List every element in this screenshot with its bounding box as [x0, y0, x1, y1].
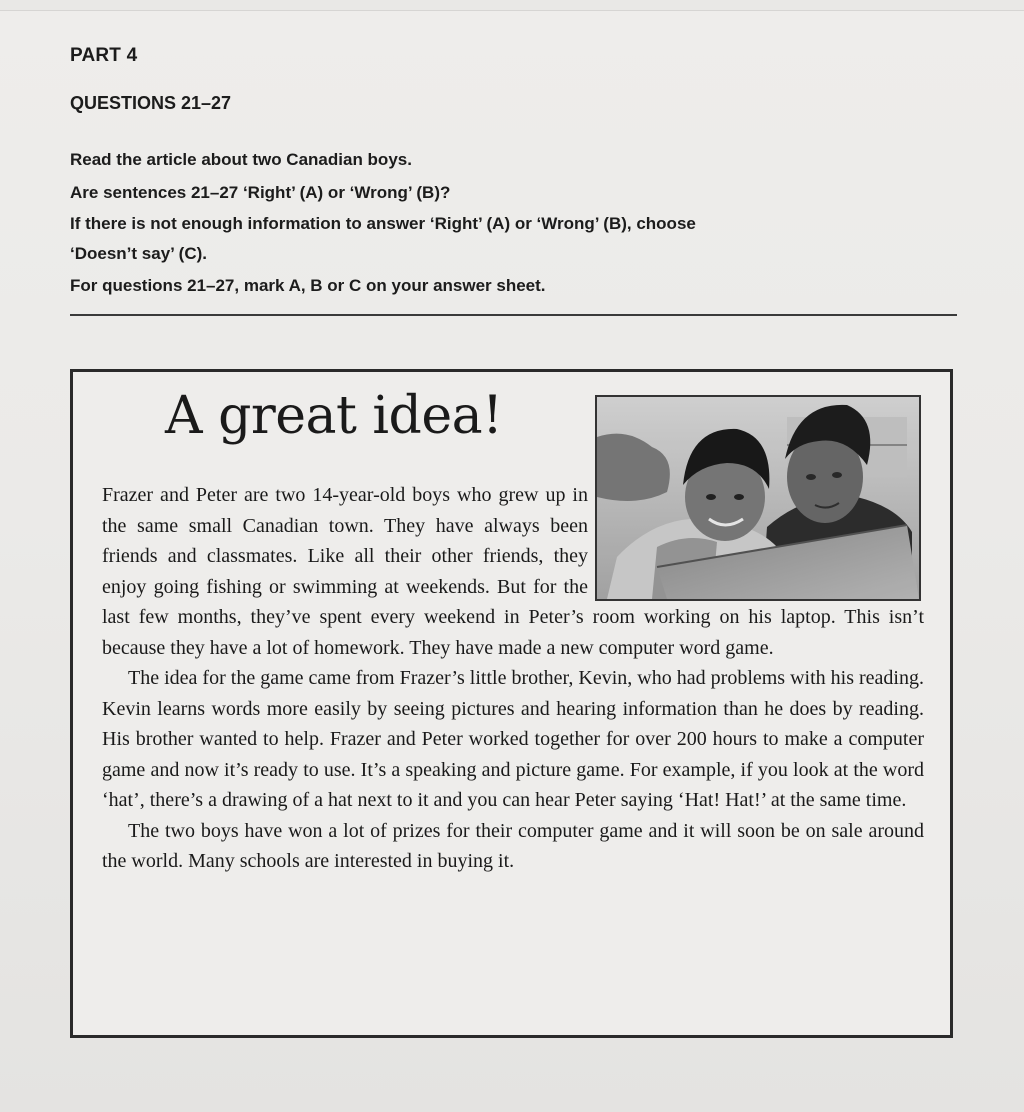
instruction-line: Read the article about two Canadian boys. [70, 150, 412, 169]
exam-page [0, 10, 1024, 1112]
article-body [102, 480, 924, 877]
article-box [70, 369, 953, 1038]
instruction-line: ‘Doesn’t say’ (C). [70, 244, 207, 263]
part-heading: PART 4 [70, 45, 138, 66]
article-paragraph: The idea for the game came from Frazer’s little brother, Kevin, who had problems with his reading. Kevin learns words more easily by seeing pictures and hearing information than he does by reading. His brother wanted to help. Frazer and Peter worked together for over 200 hours to make a computer game and now it’s ready to use. It’s a speaking and picture game. For example, if you look at the word ‘hat’, there’s a drawing of a hat next to it and you can hear Peter saying ‘Hat! Hat!’ at the same time. [102, 667, 924, 811]
divider-rule [70, 314, 957, 316]
article-title: A great idea! [165, 386, 503, 446]
instructions-block [70, 143, 930, 302]
questions-heading: QUESTIONS 21–27 [70, 93, 232, 113]
instruction-line: If there is not enough information to answer ‘Right’ (A) or ‘Wrong’ (B), choose [70, 214, 696, 233]
article-paragraph: Frazer and Peter are two 14-year-old boys who grew up in the same small Canadian town. They have always been friends and classmates. Like all their other friends, they enjoy going fishing or swimming at weekends. But for the last few months, they’ve spent every weekend in Peter’s room working on his laptop. This isn’t because they have a lot of homework. They have made a new computer word game. [102, 484, 924, 659]
instruction-line: Are sentences 21–27 ‘Right’ (A) or ‘Wrong’ (B)? [70, 183, 451, 202]
article-paragraph: The two boys have won a lot of prizes for their computer game and it will soon be on sale around the world. Many schools are interested in buying it. [102, 819, 924, 872]
instruction-line: For questions 21–27, mark A, B or C on your answer sheet. [70, 276, 546, 295]
photo-wrap-spacer [588, 480, 924, 602]
